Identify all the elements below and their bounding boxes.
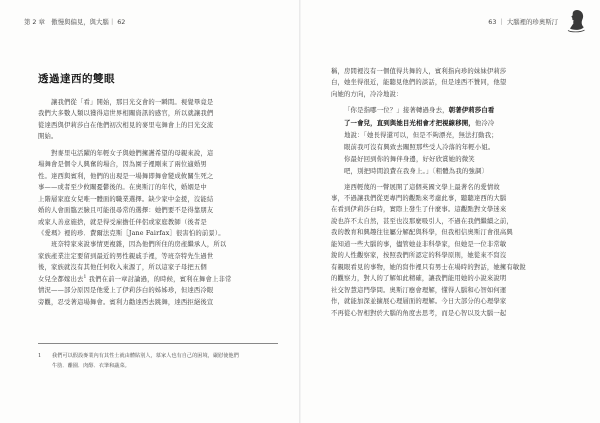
paragraph-3 <box>331 182 571 319</box>
text-line: 後，家族就沒有其他任何收入來源了，所以這家子母把五個 <box>38 264 207 272</box>
text-line: 在看到伊莉莎白時，實際上發生了什麼事。這觀點對文學迷來 <box>331 206 507 214</box>
text-line: 不再從心智相對於大腦的角度去思考，而是心智以及大腦一起 <box>331 309 507 317</box>
text-line: 作，就能加深並擴展心理層面的理解。今日大部分的心理學家 <box>331 298 507 306</box>
text-line: 地說：「她長得還可以，但是不夠漂亮，無法打動我； <box>344 130 498 139</box>
text-line: 家族產業注定要留到最近的男性親戚手裡，等班奈特先生過世 <box>38 252 214 260</box>
text-line: 吧，別把時間浪費在我身上。」〔粗體為我的強調〕 <box>344 167 489 176</box>
text-line: 情況——部分原因是他愛上了伊莉莎白的姊姊珍，但達西冷眼 <box>38 287 214 295</box>
text-line: 銳的人性觀察家，按照我們所認定的科學原則，她從來不寫沒 <box>331 252 507 260</box>
text-line: 社交智慧這門學問。奧斯汀應會理解，懂得人腦和心智如何運 <box>331 286 507 294</box>
text-fragment: 我們在前一章討論過， <box>86 275 154 283</box>
text-line: 事，不過讓我們從更專門的觀點來考慮此事，聽聽達西的大腦 <box>331 195 507 203</box>
right-running-head: 63 ｜ 大腦裡的珍奧斯汀 <box>488 18 558 26</box>
section-heading: 透過達西的雙眼 <box>38 73 115 85</box>
text-line: 性。達西與賓利，他們的出現是一場舞即舞會變成攸關生死之 <box>38 172 214 180</box>
paragraph-2 <box>38 148 276 308</box>
text-line: 旁觀，忍受著這場舞會。賓利力勸達西去跳舞，達西拒絕後宣 <box>38 298 214 306</box>
text-line: 向她的方向，冷冷地說： <box>331 90 403 98</box>
text-line: 眼前我可沒有興致去關照那些受人冷落的年輕小姐。 <box>344 142 495 151</box>
footnote-divider <box>38 343 278 344</box>
text-fragment: 「 <box>344 106 351 115</box>
left-page <box>0 0 299 423</box>
footnote-marker[interactable]: 1 <box>83 275 87 280</box>
paragraph-1 <box>38 97 276 143</box>
right-page <box>301 0 600 423</box>
text-line: 我的教育和興趣往往屬分解配與科學，但我相信奧斯汀會很高興 <box>331 229 513 237</box>
text-fragment: 你是指哪一位？」 <box>350 106 403 115</box>
text-line: 達西輕蔑的一瞥展開了這個英國文學上最著名的愛情故 <box>344 183 500 191</box>
block-quote <box>344 104 571 177</box>
text-fragment: 他冷冷 <box>474 118 495 127</box>
text-line: 場舞會是個令人興奮的場合，因為園子裡剛來了兩位適婚男 <box>38 161 207 169</box>
text-line: 開始。 <box>38 133 58 141</box>
footnote-number: 1 <box>38 353 42 359</box>
text-line: 白，她坐得很近，能聽見他們的談話，但是達西不贊同，他望 <box>331 79 507 87</box>
text-line: 稱，房間裡沒有一個值得共舞的人，賓利指向珍的妹妹伊莉莎 <box>331 68 507 75</box>
right-body-text <box>331 66 571 319</box>
text-line: 事——或者至少攸關憂鬱後的。在奧斯汀的年代，婚姻是中 <box>38 184 207 192</box>
text-line: 你最好回到你的舞伴身邊，好好欣賞她的微笑 <box>344 155 475 164</box>
text-line <box>344 119 494 127</box>
text-line: 或家人善意施捨，就是得受雇擔任伴侶或家庭教師（後者是 <box>38 218 207 226</box>
text-line <box>38 276 232 283</box>
emphasized-text: 了一會兒，直到與她目光相會才把視線移開， <box>344 118 475 127</box>
text-line: 讓我們從「看」開始，那目光交會的一瞬間。視覺畢竟是 <box>51 99 214 106</box>
left-body-text <box>38 97 276 308</box>
emphasized-text: 朝著伊莉莎白看 <box>448 106 495 115</box>
text-line: 班奈特家來說事情更複雜，因為他們所住的房產繼承人，所以 <box>38 241 227 249</box>
text-line: 有親眼看見的事物，她的寫作裡只有男士在場時的對話，她擁有敏銳 <box>331 263 526 271</box>
text-fragment: 女兒全都嫁出去 <box>38 275 84 283</box>
text-line: 婚的人會面臨丟臉且可能很尋常的選擇：她們要不是得靠朋友 <box>38 207 214 215</box>
text-line: 《愛瑪》裡的珍．費爾法克斯［Jane Fairfax］很害怕的前景）。 <box>38 229 225 237</box>
text-line: 牛肋．離園．肉醇．衣筆和蔬菜。 <box>52 362 130 369</box>
text-line: 我們可以假設麥業內有其性士就由體貼別人，慕家人也有自己的困境，嚴慰使他們 <box>52 353 239 359</box>
text-line: 能知道一些大腦的事，儘管她並非科學家，但她是一位非常敏 <box>331 240 507 248</box>
paragraph-continued <box>331 66 571 100</box>
text-line: 從達西與伊莉莎白在他們初次相見的麥里屯舞會上的目光交流 <box>38 121 214 129</box>
text-line: 上階層家庭女兒唯一體面的職業選擇。缺少家中金援，沒能結 <box>38 195 214 203</box>
text-line: 我們大多數人類以獲得這世界相關資訊的感官，所以就讓我們 <box>38 110 214 118</box>
text-line: 對麥里屯活躍的年輕女子與她們擁護希望的母親來說，這 <box>51 149 214 157</box>
text-line: 說也許不太自然，甚至也沒那麼吸引人，不過在我們繼續之前， <box>331 217 513 225</box>
footnote-text <box>52 352 274 371</box>
text-fragment: 接著轉過身去， <box>402 106 449 115</box>
text-line: 的觀察力，對人的了解如此精確，讓我們能用她的小說來說明 <box>331 275 507 283</box>
left-running-head: 第 2 章 傲慢與偏見，與大腦｜ 62 <box>24 18 126 26</box>
jane-austen-silhouette-logo-icon <box>564 8 588 34</box>
text-fragment: 的時候，賓利在舞會上非常 <box>153 275 232 283</box>
text-line <box>344 106 494 114</box>
